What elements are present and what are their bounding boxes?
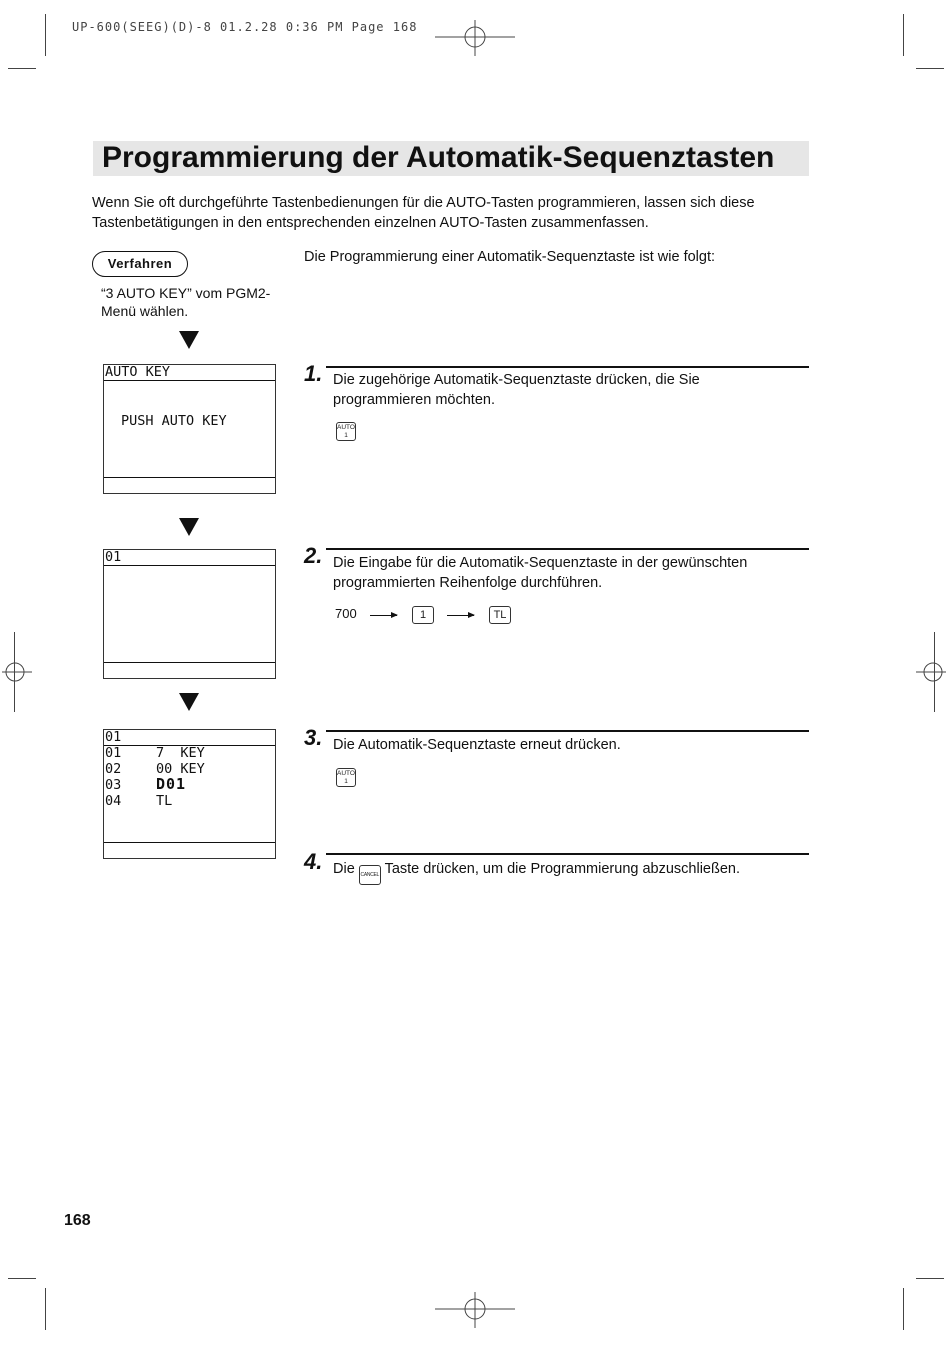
procedure-lead: Die Programmierung einer Automatik-Sequenztaste ist wie folgt: bbox=[304, 249, 716, 265]
cancel-key-icon: CANCEL bbox=[359, 865, 381, 885]
lcd-row-number: 04 bbox=[105, 793, 122, 809]
arrow-right-icon bbox=[447, 615, 474, 616]
auto-key-icon bbox=[336, 768, 356, 787]
crop-mark bbox=[8, 68, 36, 69]
lcd-header: AUTO KEY bbox=[105, 364, 171, 380]
lcd-header-bar bbox=[104, 730, 275, 746]
lcd-footer-bar bbox=[104, 477, 275, 493]
tl-key-icon: TL bbox=[489, 606, 511, 624]
crop-mark bbox=[916, 68, 944, 69]
lcd-row-number: 01 bbox=[105, 745, 122, 761]
lcd-row-value: D01 bbox=[156, 775, 187, 793]
preliminary-step: “3 AUTO KEY” vom PGM2-Menü wählen. bbox=[101, 285, 271, 319]
step-text: Die zugehörige Automatik-Sequenztaste drücken, die Sie programmieren möchten. bbox=[333, 372, 700, 408]
step-rule bbox=[326, 548, 809, 550]
page-title: Programmierung der Automatik-Sequenztasten bbox=[102, 141, 775, 174]
step-text-suffix: Taste drücken, um die Programmierung abzuschließen. bbox=[384, 861, 740, 877]
step-number: 4. bbox=[304, 849, 323, 874]
lcd-row-value: 7 KEY bbox=[156, 745, 205, 761]
print-slug: UP-600(SEEG)(D)-8 01.2.28 0:36 PM Page 168 bbox=[72, 20, 418, 34]
registration-mark-right bbox=[914, 650, 948, 694]
lcd-header: 01 bbox=[105, 549, 122, 565]
arrow-right-icon bbox=[370, 615, 397, 616]
entry-value: 700 bbox=[335, 606, 357, 621]
key-label-bottom: 1 bbox=[344, 777, 348, 785]
numeric-key-icon: 1 bbox=[412, 606, 434, 624]
step-number: 1. bbox=[304, 361, 323, 386]
registration-mark-left bbox=[0, 650, 34, 694]
flow-arrow-icon bbox=[179, 693, 199, 711]
auto-key-icon bbox=[336, 422, 356, 441]
crop-mark bbox=[45, 14, 46, 56]
crop-mark bbox=[8, 1278, 36, 1279]
step-text: Die Eingabe für die Automatik-Sequenztaste in der gewünschten programmierten Reihenfolge durchführen. bbox=[333, 555, 748, 591]
step-text bbox=[333, 859, 740, 885]
step-number: 3. bbox=[304, 725, 323, 750]
lcd-row-value: 00 KEY bbox=[156, 761, 205, 777]
lcd-display-2 bbox=[103, 549, 276, 679]
lcd-display-1 bbox=[103, 364, 276, 494]
lcd-row-number: 02 bbox=[105, 761, 122, 777]
lcd-row-number: 03 bbox=[105, 777, 122, 793]
lcd-message: PUSH AUTO KEY bbox=[121, 413, 227, 429]
key-label-top: AUTO bbox=[337, 424, 355, 431]
step-rule bbox=[326, 730, 809, 732]
step-text-prefix: Die bbox=[333, 861, 355, 877]
key-label-bottom: 1 bbox=[344, 431, 348, 439]
step-rule bbox=[326, 366, 809, 368]
crop-mark bbox=[45, 1288, 46, 1330]
lcd-display-3 bbox=[103, 729, 276, 859]
page-number: 168 bbox=[64, 1212, 91, 1229]
lcd-footer-bar bbox=[104, 662, 275, 678]
lcd-row-value: TL bbox=[156, 793, 173, 809]
lcd-header: 01 bbox=[105, 729, 122, 745]
lcd-footer-bar bbox=[104, 842, 275, 858]
step-text: Die Automatik-Sequenztaste erneut drücken. bbox=[333, 737, 621, 753]
crop-mark bbox=[903, 14, 904, 56]
flow-arrow-icon bbox=[179, 518, 199, 536]
registration-mark-top bbox=[430, 18, 520, 58]
key-label-top: AUTO bbox=[337, 770, 355, 777]
procedure-badge: Verfahren bbox=[92, 251, 188, 277]
flow-arrow-icon bbox=[179, 331, 199, 349]
step-number: 2. bbox=[304, 543, 323, 568]
registration-mark-bottom bbox=[430, 1290, 520, 1330]
step-rule bbox=[326, 853, 809, 855]
intro-paragraph: Wenn Sie oft durchgeführte Tastenbedienungen für die AUTO-Tasten programmieren, lassen sich diese Tastenbetätigungen in den entsprechenden einzelnen AUTO-Tasten zusammenfassen. bbox=[92, 195, 755, 231]
lcd-header-bar bbox=[104, 550, 275, 566]
crop-mark bbox=[903, 1288, 904, 1330]
crop-mark bbox=[916, 1278, 944, 1279]
